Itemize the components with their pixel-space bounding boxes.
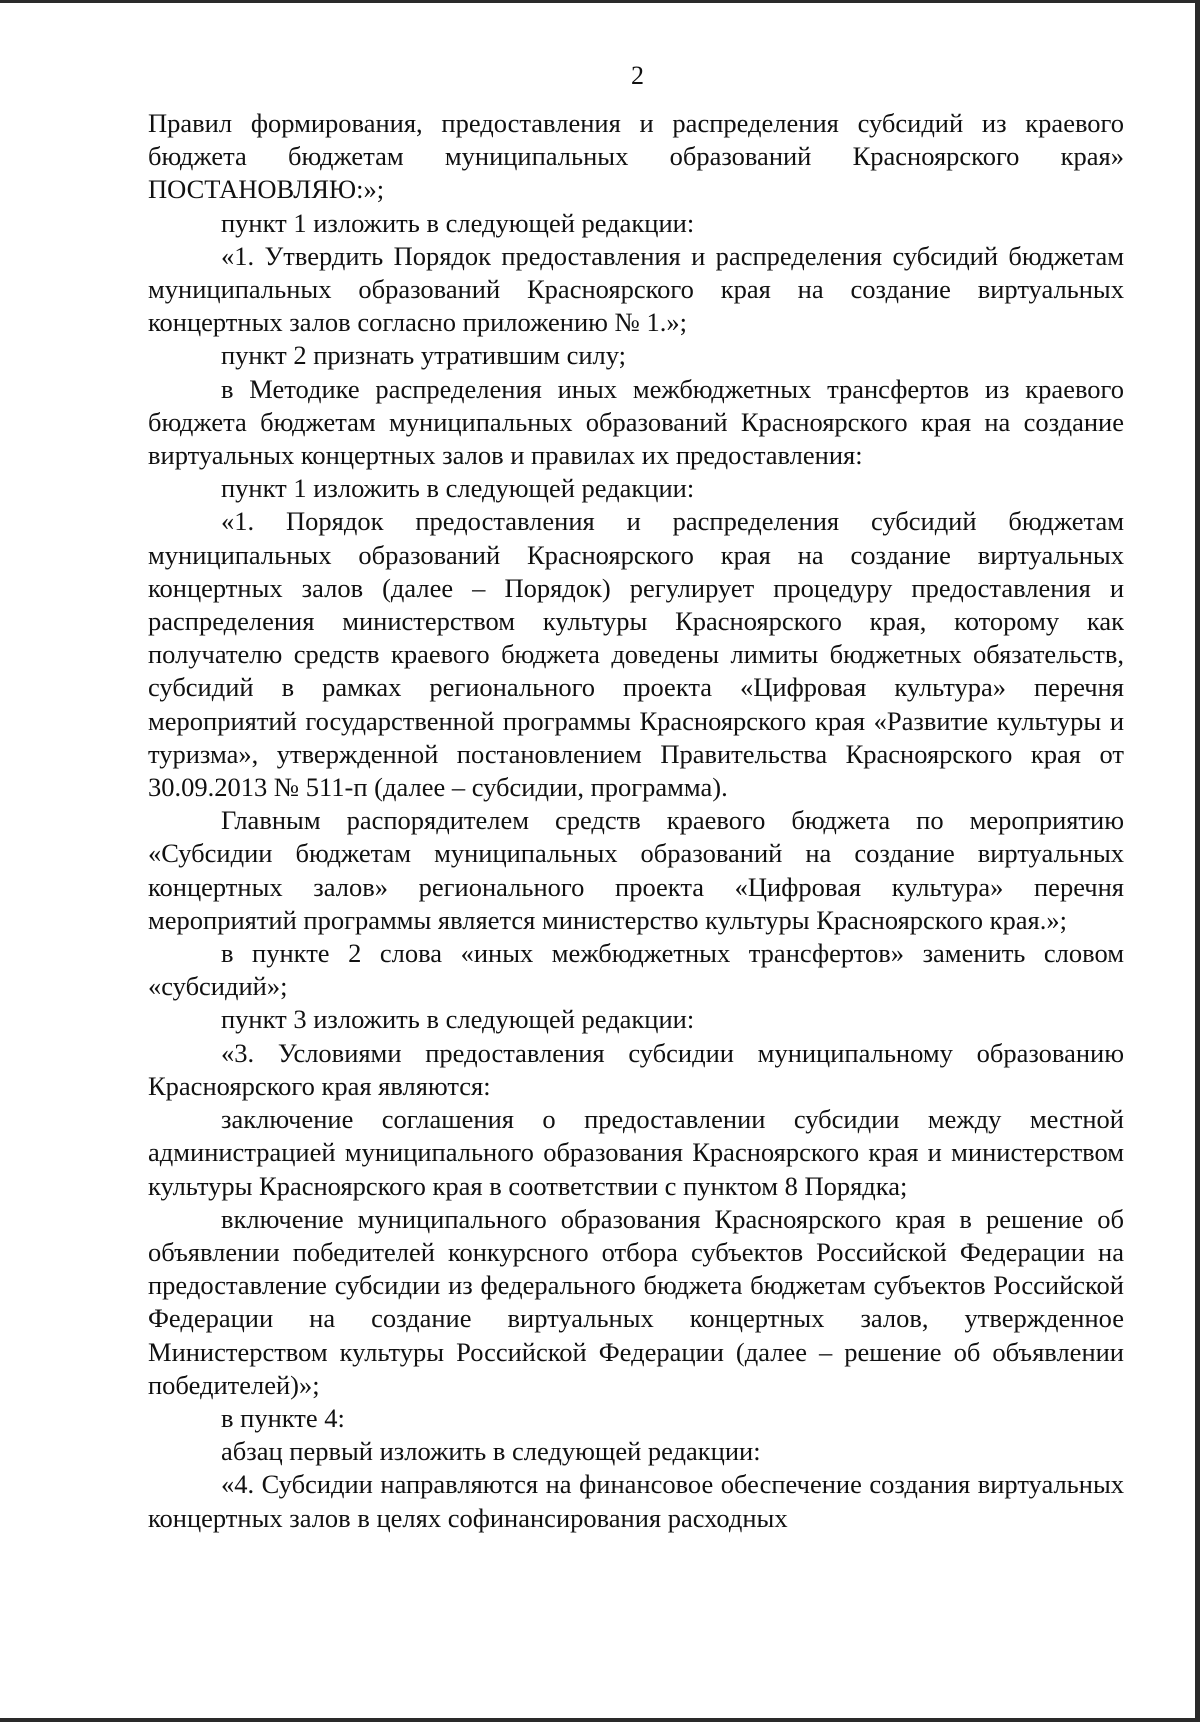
paragraph: абзац первый изложить в следующей редакции: xyxy=(221,1436,761,1467)
paragraph: в пункте 4: xyxy=(221,1402,345,1433)
paragraph: пункт 3 изложить в следующей редакции: xyxy=(221,1004,695,1035)
paragraph: пункт 1 изложить в следующей редакции: xyxy=(221,207,695,238)
page-number: 2 xyxy=(631,61,644,90)
paragraph: пункт 1 изложить в следующей редакции: xyxy=(221,473,695,504)
scan-border-right xyxy=(1195,0,1200,1722)
paragraph: «4. Субсидии направляются на финансовое обеспечение создания виртуальных концертных залов в целях софинансирования расходных xyxy=(148,1469,1124,1533)
paragraph: включение муниципального образования Красноярского края в решение об объявлении победителей конкурсного отбора субъектов Российской Федерации на предоставление субсидии из федерального бюджета бюджетам субъектов Российской Федерации на создание виртуальных концертных залов, утвержденное Министерством культуры Российской Федерации (далее – решение об объявлении победителей)»; xyxy=(148,1203,1124,1400)
paragraph: «1. Порядок предоставления и распределения субсидий бюджетам муниципальных образований Красноярского края на создание виртуальных концертных залов (далее – Порядок) регулирует процедуру предоставления и распределения министерством культуры Красноярского края, которому как получателю средств краевого бюджета доведены лимиты бюджетных обязательств, субсидий в рамках регионального проекта «Цифровая культура» перечня мероприятий государственной программы Красноярского края «Развитие культуры и туризма», утвержденной постановлением Правительства Красноярского края от 30.09.2013 № 511-п (далее – субсидии, программа). xyxy=(148,506,1124,803)
paragraph: Главным распорядителем средств краевого бюджета по мероприятию «Субсидии бюджетам муниципальных образований на создание виртуальных концертных залов» регионального проекта «Цифровая культура» перечня мероприятий программы является министерство культуры Красноярского края.»; xyxy=(148,805,1124,935)
paragraph: в Методике распределения иных межбюджетных трансфертов из краевого бюджета бюджетам муниципальных образований Красноярского края на создание виртуальных концертных залов и правилах их предоставления: xyxy=(148,373,1124,471)
paragraph: пункт 2 признать утратившим силу; xyxy=(221,340,627,371)
scan-border-bottom xyxy=(0,1718,1200,1722)
paragraph: «1. Утвердить Порядок предоставления и распределения субсидий бюджетам муниципальных образований Красноярского края на создание виртуальных концертных залов согласно приложению № 1.»; xyxy=(148,240,1124,338)
paragraph: заключение соглашения о предоставлении субсидии между местной администрацией муниципального образования Красноярского края и министерством культуры Красноярского края в соответствии с пунктом 8 Порядка; xyxy=(148,1104,1124,1201)
document-body xyxy=(148,107,1124,1535)
scan-border-top xyxy=(0,0,1200,3)
paragraph: в пункте 2 слова «иных межбюджетных трансфертов» заменить словом «субсидий»; xyxy=(148,938,1124,1002)
paragraph: «3. Условиями предоставления субсидии муниципальному образованию Красноярского края являются: xyxy=(148,1037,1124,1101)
paragraph: Правил формирования, предоставления и распределения субсидий из краевого бюджета бюджетам муниципальных образований Красноярского края» ПОСТАНОВЛЯЮ:»; xyxy=(148,108,1124,205)
